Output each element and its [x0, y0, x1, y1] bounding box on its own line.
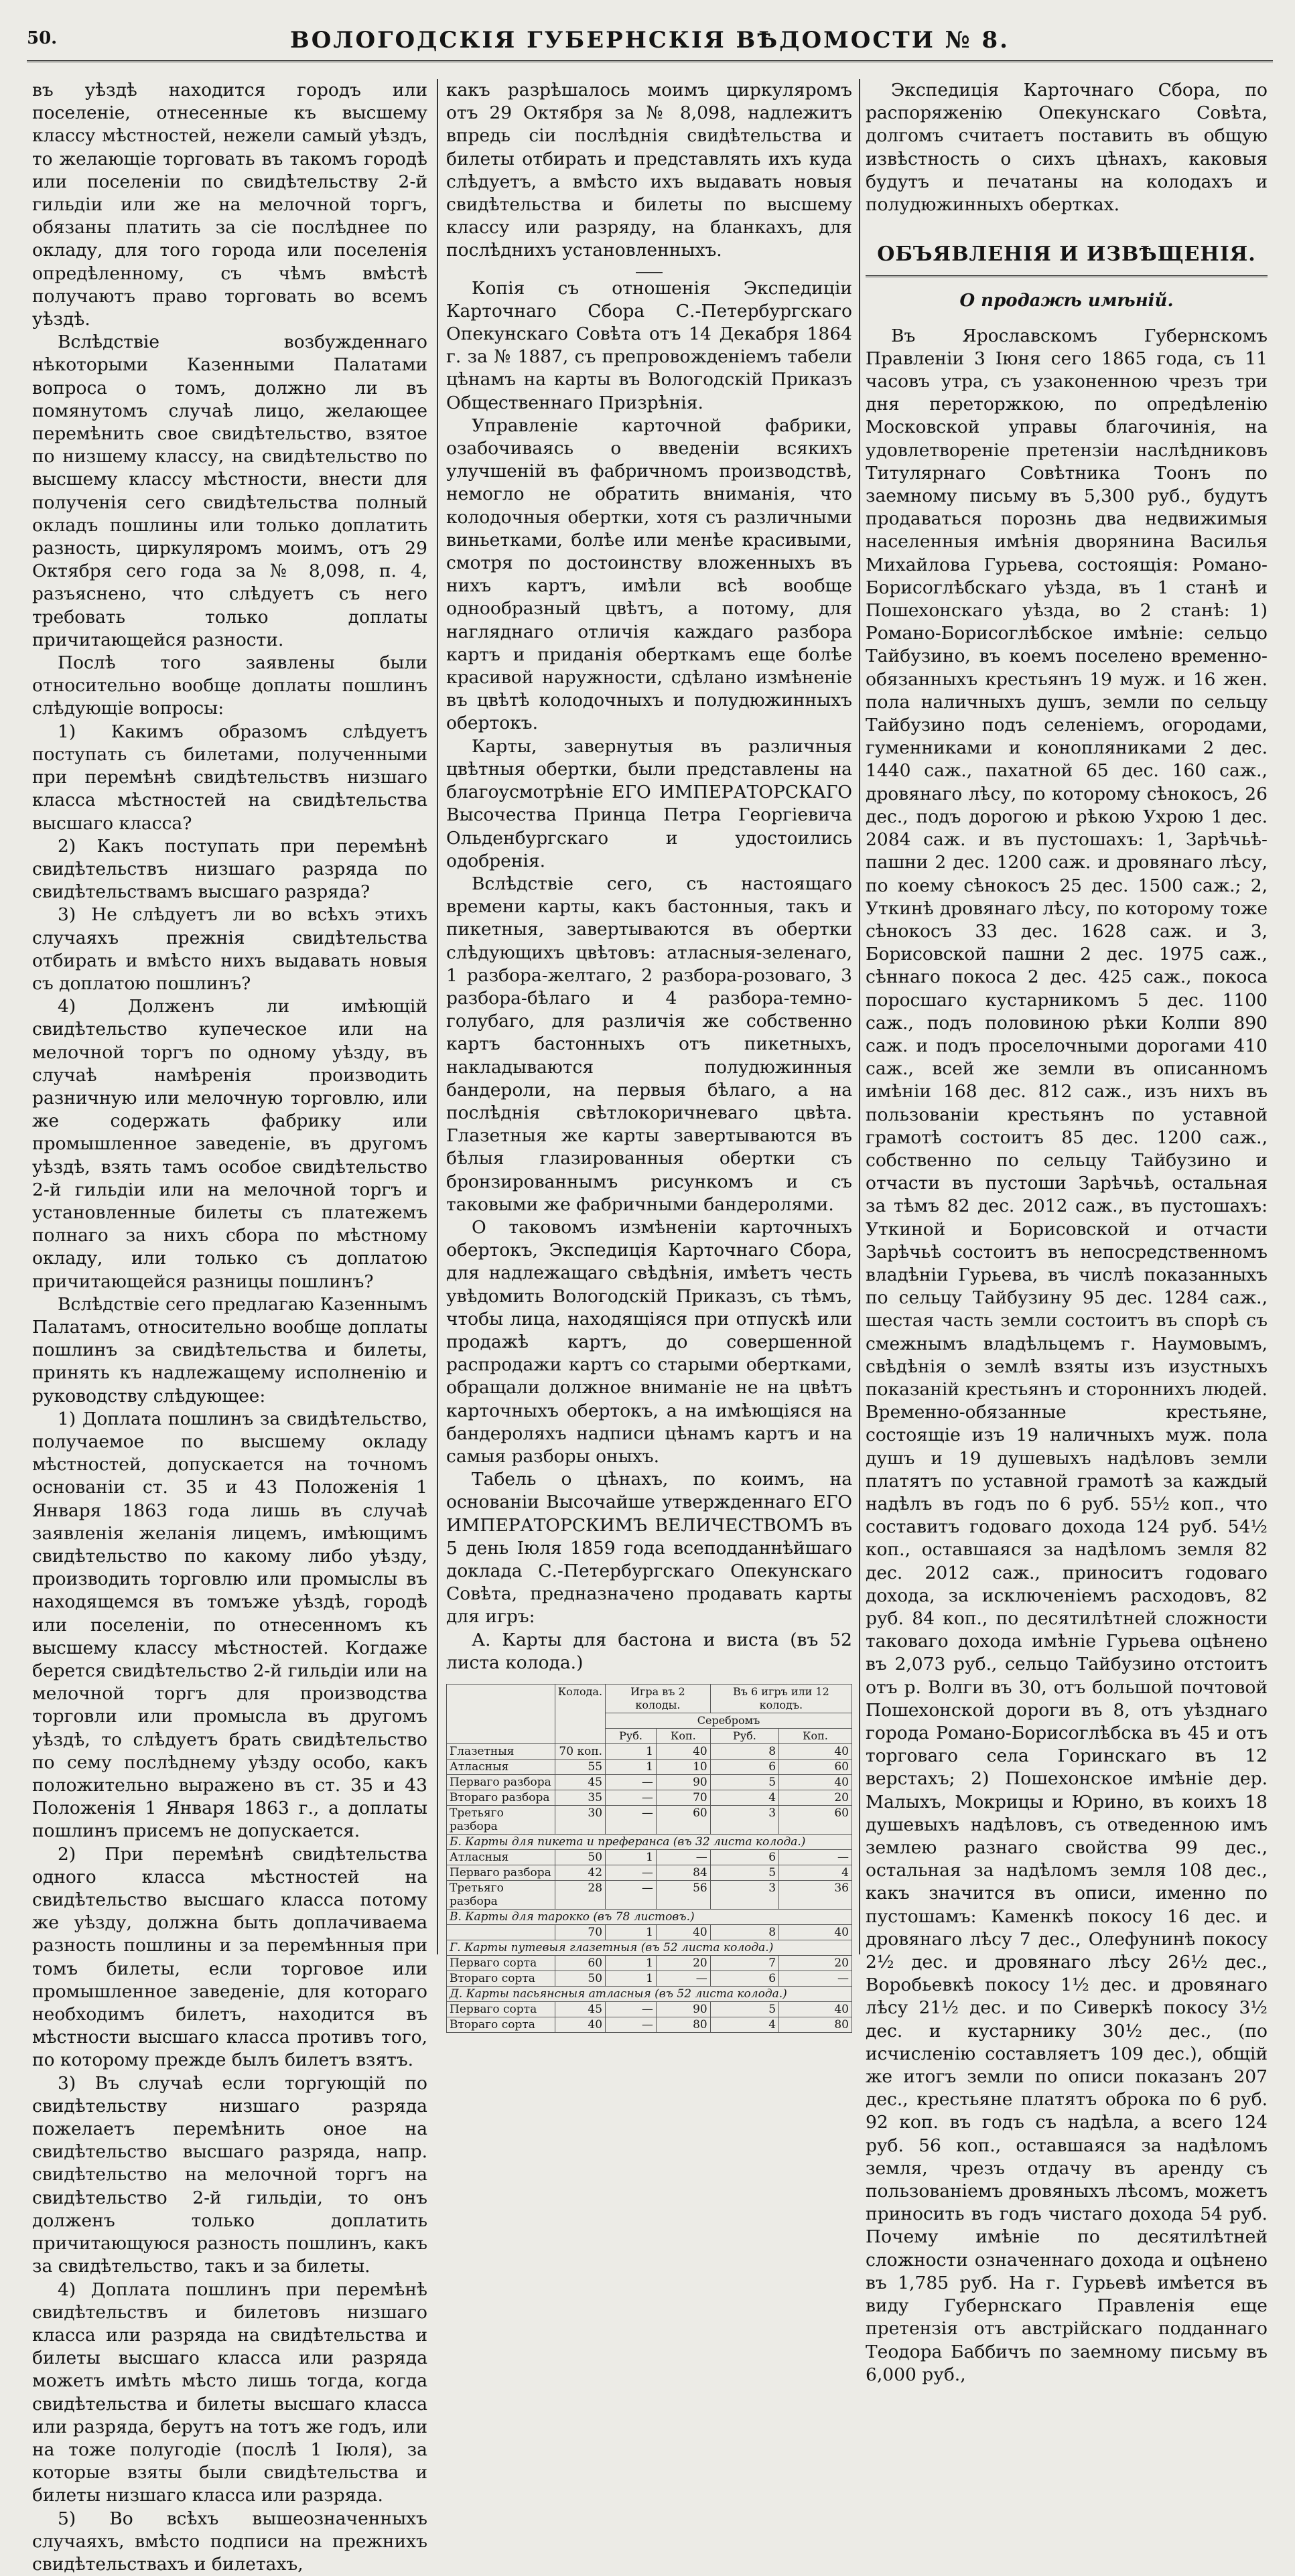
paragraph: Вслѣдствіе сего, съ настоящаго времени карты, какъ бастонныя, такъ и пикетныя, завертываются въ обертки слѣдующихъ цвѣтовъ: атласныя-зеленаго, 1 разбора-желтаго, 2 разбора-розоваго, 3 разбора-бѣлаго и 4 разбора-темно-голубаго, для различія же собственно картъ бастонныхъ отъ пикетныхъ, накладываются полудюжинныя бандероли, на первыя бѣлаго, а на послѣднія свѣтлокоричневаго цвѣта. Глазетныя же карты завертываются въ бѣлыя глазированныя обертки съ бронзированнымъ рисункомъ и съ таковыми же фабричными бандеролями. [446, 873, 852, 1215]
paragraph: Вслѣдствіе сего предлагаю Казеннымъ Палатамъ, относительно вообще доплаты пошлинъ за свидѣтельства и билеты, принять къ надлежащему исполненію и руководству слѣдующее: [32, 1293, 427, 1407]
column-1 [32, 79, 427, 2575]
table-caption: А. Карты для бастона и виста (въ 52 листа колода.) [446, 1629, 852, 1673]
table-row: Втораго сорта 40 — 80 4 80 [447, 2017, 852, 2033]
document-copy-header: Копія съ отношенія Экспедиціи Карточнаго Сбора С.-Петербургскаго Опекунскаго Совѣта отъ 14 Декабря 1864 г. за № 1887, съ препровожденіемъ табели цѣнамъ на карты въ Вологодскій Приказъ Общественнаго Призрѣнія. [446, 277, 852, 413]
table-row: Втораго сорта 50 1 — 6 — [447, 1971, 852, 1987]
paragraph: въ уѣздѣ находится городъ или поселеніе, отнесенные къ высшему классу мѣстностей, нежели самый уѣздъ, то желающіе торговать въ такомъ городѣ или поселеніи по свидѣтельству 2-й гильдіи или же на мелочной торгъ, обязаны платить за сіе послѣднее по окладу, для того города или поселенія опредѣленному, съ чѣмъ вмѣстѣ получаютъ право торговать во всемъ уѣздѣ. [32, 80, 427, 330]
table-row: 70 1 40 8 40 [447, 1925, 852, 1940]
table-row: Перваго разбора 42 — 84 5 4 [447, 1865, 852, 1881]
paragraph: Вслѣдствіе возбужденнаго нѣкоторыми Казенными Палатами вопроса о томъ, должно ли въ помянутомъ случаѣ лицо, желающее перемѣнить свое свидѣтельство, взятое по низшему классу, на свидѣтельство по высшему классу мѣстности, внести для полученія сего свидѣтельства полный окладъ пошлины или только доплатить разность, циркуляромъ моимъ, отъ 29 Октября сего года за № 8,098, п. 4, разъяснено, что слѣдуетъ съ него требовать только доплаты причитающейся разности. [32, 332, 427, 650]
column-3 [866, 79, 1268, 2385]
table-unit-header: Руб. [710, 1729, 778, 1744]
paragraph: 2) При перемѣнѣ свидѣтельства одного класса мѣстностей на свидѣтельство высшаго класса потому же уѣзду, должна быть доплачиваема разность пошлины и за перемѣнныя при томъ билеты, если торговое или промышленное заведеніе, для котораго необходимъ билетъ, находится въ мѣстности высшаго класса противъ того, по которому прежде былъ билетъ взятъ. [32, 1843, 427, 2071]
paragraph: Экспедиція Карточнаго Сбора, по распоряженію Опекунскаго Совѣта, долгомъ считаетъ поставить въ общую извѣстность о сихъ цѣнахъ, каковыя будутъ и печатаны на колодахъ и полудюжинныхъ обертках. [866, 80, 1268, 216]
table-row: Атласныя 50 1 — 6 — [447, 1850, 852, 1865]
section-rule [866, 275, 1268, 277]
column-divider [859, 79, 860, 1954]
table-group-title: В. Карты для тарокко (въ 78 листовъ.) [447, 1910, 852, 1925]
paragraph: 3) Не слѣдуетъ ли во всѣхъ этихъ случаяхъ прежнія свидѣтельства отбирать и вмѣсто нихъ выдавать новыя съ доплатою пошлинъ? [32, 904, 427, 994]
table-row: Перваго сорта 60 1 20 7 20 [447, 1956, 852, 1971]
table-header: Колода. [555, 1685, 605, 1744]
column-divider [437, 79, 438, 1954]
section-title: ОБЪЯВЛЕНІЯ И ИЗВѢЩЕНІЯ. [877, 242, 1256, 267]
table-unit-header: Коп. [779, 1729, 852, 1744]
column-2 [446, 79, 852, 2032]
table-group-title: Б. Карты для пикета и преферанса (въ 32 листа колода.) [447, 1835, 852, 1850]
table-header: Игра въ 2 колоды. [606, 1685, 711, 1713]
table-header: Въ 6 игръ или 12 колодъ. [710, 1685, 851, 1713]
paragraph: О таковомъ измѣненіи карточныхъ обертокъ, Экспедиція Карточнаго Сбора, для надлежащаго свѣдѣнія, имѣетъ честь увѣдомить Вологодскій Приказъ, съ тѣмъ, чтобы лица, находящіяся при отпускѣ или продажѣ картъ, до совершенной распродажи картъ со старыми обертками, обращали должное вниманіе не на цвѣтъ карточныхъ обертокъ, а на имѣющіяся на бандероляхъ надписи цѣнамъ картъ и на самыя разборы оныхъ. [446, 1216, 852, 1467]
paragraph: Послѣ того заявлены были относительно вообще доплаты пошлинъ слѣдующіе вопросы: [32, 652, 427, 719]
table-row: Третьяго разбора 30 — 60 3 60 [447, 1806, 852, 1835]
page-header [27, 20, 1273, 62]
paragraph: 1) Какимъ образомъ слѣдуетъ поступать съ билетами, полученными при перемѣнѣ свидѣтельствъ низшаго класса мѣстностей на свидѣтельства высшаго класса? [32, 721, 427, 834]
paragraph: 4) Доплата пошлинъ при перемѣнѣ свидѣтельствъ и билетовъ низшаго класса или разряда на свидѣтельства и билеты высшаго класса или разряда можетъ имѣть мѣсто лишь тогда, когда свидѣтельства и билеты высшаго класса или разряда, берутъ на тотъ же годъ, или на тоже полугодіе (послѣ 1 Іюля), за которые взяты были свидѣтельства и билеты низшаго класса или разряда. [32, 2279, 427, 2506]
table-row: Перваго сорта 45 — 90 5 40 [447, 2002, 852, 2017]
announcement-paragraph: Въ Ярославскомъ Губернскомъ Правленіи 3 Іюня сего 1865 года, съ 11 часовъ утра, съ узаконенною чрезъ три дня переторжкою, по опредѣленію Московской управы благочинія, на удовлетвореніе претензіи наслѣдниковъ Титулярнаго Совѣтника Тоонъ по заемному письму въ 5,300 руб., будутъ продаваться порознь два недвижимыя населенныя имѣнія дворянина Василья Михайлова Гурьева, состоящія: Романо-Борисоглѣбскаго уѣзда, въ 1 станѣ и Пошехонскаго уѣзда, во 2 станѣ: 1) Романо-Борисоглѣбское имѣніе: сельцо Тайбузино, въ коемъ поселено временно-обязанныхъ крестьянъ 19 муж. и 16 жен. пола наличныхъ душъ, земли по сельцу Тайбузино подъ селеніемъ, огородами, гуменниками и конопляниками 2 дес. 1440 саж., пахатной 65 дес. 160 саж., дровянаго лѣсу, по которому сѣнокосъ, 26 дес., подъ дорогою и рѣкою Ухрою 1 дес. 2084 саж. и въ пустошахъ: 1, Зарѣчьѣ-пашни 2 дес. 1200 саж. и дровянаго лѣсу, по коему сѣнокосъ 25 дес. 1500 саж.; 2, Уткинѣ дровянаго лѣсу, по которому тоже сѣнокосъ 33 дес. 1628 саж. и 3, Борисовской пашни 2 дес. 1975 саж., сѣннаго покоса 2 дес. 425 саж., покоса поросшаго кустарникомъ 5 дес. 1100 саж., подъ половиною рѣки Колпи 890 саж. и подъ проселочными дорогами 410 саж., всей же земли въ описанномъ имѣніи 168 дес. 812 саж., изъ нихъ въ пользованіи крестьянъ по уставной грамотѣ состоитъ 85 дес. 1200 саж., собственно по сельцу Тайбузино и отчасти въ пустоши Зарѣчьѣ, остальная за тѣмъ 82 дес. 2012 саж., въ пустошахъ: Уткиной и Борисовской и отчасти Зарѣчьѣ состоитъ въ непосредственномъ владѣніи Гурьева, въ числѣ показанныхъ по сельцу Тайбузину 95 дес. 1284 саж., шестая часть земли состоитъ въ спорѣ съ смежнымъ владѣльцемъ г. Наумовымъ, свѣдѣнія о землѣ взяты изъ изустныхъ показаній крестьянъ и стороннихъ людей. Временно-обязанные крестьяне, состоящіе изъ 19 наличныхъ муж. пола душъ и 19 душевыхъ надѣловъ земли платятъ по уставной грамотѣ за каждый надѣлъ въ годъ по 6 руб. 55½ коп., что составитъ годоваго дохода 124 руб. 54½ коп., оставшаяся за надѣломъ земля 82 дес. 2012 саж., приноситъ годоваго дохода, за исключеніемъ расходовъ, 82 руб. 84 коп., по десятилѣтней сложности таковаго дохода имѣніе Гурьева оцѣнено въ 2,073 руб., сельцо Тайбузино отстоитъ отъ р. Волги въ 30, отъ большой почтовой Пошехонской дороги въ 8, отъ уѣзднаго города Романо-Борисоглѣбска въ 45 и отъ торговаго села Горинскаго въ 12 верстахъ; 2) Пошехонское имѣніе дер. Малыхъ, Мокрицы и Юрино, въ коихъ 18 душевыхъ надѣловъ, съ отведенною имъ землею разнаго свойства 99 дес., остальная за надѣломъ земля 108 дес., какъ значится въ описи, именно по пустошамъ: Каменкѣ покосу 16 дес. и дровянаго лѣсу 7 дес., Олефунинѣ покосу 2½ дес. и дровянаго лѣсу 26½ дес., Воробьевкѣ покосу 1½ дес. и дровянаго лѣсу 21½ дес. и по Сиверкѣ покосу 3½ дес. и кустарнику 30½ дес., (по исчисленію составляетъ 109 дес.), общій же итогъ земли по описи показанъ 207 дес., крестьяне платятъ оброка по 6 руб. 92 коп. въ годъ съ надѣла, а всего 124 руб. 56 коп., оставшаяся за надѣломъ земля, чрезъ отдачу въ аренду съ пользованіемъ дровяныхъ лѣсомъ, можетъ приносить въ годъ чистаго дохода 54 руб. Почему имѣніе по десятилѣтней сложности означеннаго дохода и оцѣнено въ 1,785 руб. На г. Гурьевѣ имѣется въ виду Губернскаго Правленія еще претензія отъ австрійскаго подданнаго Теодора Баббичъ по заемному письму въ 6,000 руб., [866, 325, 1268, 2385]
paragraph: Карты, завернутыя въ различныя цвѣтныя обертки, были представлены на благоусмотрѣніе ЕГО ИМПЕРАТОРСКАГО Высочества Принца Петра Георгіевича Ольденбургскаго и удостоились одобренія. [446, 735, 852, 871]
paragraph: 4) Долженъ ли имѣющій свидѣтельство купеческое или на мелочной торгъ по одному уѣзду, въ случаѣ намѣренія производить разничную или мелочную торговлю, или же содержать фабрику или промышленное заведеніе, въ другомъ уѣздѣ, взять тамъ особое свидѣтельство 2-й гильдіи или на мелочной торгъ и установленные билеты съ платежемъ полнаго за нихъ сбора по мѣстному окладу, или только съ доплатою причитающейся разницы пошлинъ? [32, 996, 427, 1292]
table-row: Глазетныя 70 коп. 1 40 8 40 [447, 1744, 852, 1760]
table-unit-header: Руб. [606, 1729, 657, 1744]
table-header [447, 1685, 555, 1744]
table-row: Перваго разбора 45 — 90 5 40 [447, 1775, 852, 1790]
table-row: Третьяго разбора 28 — 56 3 36 [447, 1881, 852, 1910]
paragraph: 5) Во всѣхъ вышеозначенныхъ случаяхъ, вмѣсто подписи на прежнихъ свидѣтельствахъ и билетахъ, [32, 2508, 427, 2575]
masthead-title: ВОЛОГОДСКІЯ ГУБЕРНСКІЯ ВѢДОМОСТИ № 8. [290, 27, 1010, 54]
page-number: 50. [27, 28, 58, 48]
paragraph: Табель о цѣнахъ, по коимъ, на основаніи Высочайше утвержденнаго ЕГО ИМПЕРАТОРСКИМЪ ВЕЛИЧЕСТВОМЪ въ 5 день Іюля 1859 года всеподданнѣйшаго доклада С.-Петербургскаго Опекунскаго Совѣта, предназначено продавать карты для игръ: [446, 1469, 852, 1628]
paragraph: какъ разрѣшалось моимъ циркуляромъ отъ 29 Октября за № 8,098, надлежитъ впредь сіи послѣднія свидѣтельства и билеты отбирать и представлять ихъ куда слѣдуетъ, а вмѣсто ихъ выдавать новыя свидѣтельства и билеты по высшему классу или разряду, на бланкахъ, для послѣднихъ установленныхъ. [446, 80, 852, 261]
paragraph: 1) Доплата пошлинъ за свидѣтельство, получаемое по высшему окладу мѣстностей, допускается на точномъ основаніи ст. 35 и 43 Положенія 1 Января 1863 года лишь въ случаѣ заявленія желанія лицемъ, имѣющимъ свидѣтельство по какому либо уѣзду, производить торговлю или промыслы въ находящемся въ томъже уѣздѣ, городѣ или поселеніи, по отнесенномъ къ высшему классу мѣстностей. Когдаже берется свидѣтельство 2-й гильдіи или на мелочной торгъ для производства торговли или промысла въ другомъ уѣздѣ, то слѣдуетъ брать свидѣтельство по сему послѣднему уѣзду особо, какъ положительно выражено въ ст. 35 и 43 Положенія 1 Января 1863 г., а доплаты пошлинъ присемъ не допускается. [32, 1408, 427, 1842]
paragraph: 2) Какъ поступать при перемѣнѣ свидѣтельствъ низшаго разряда по свидѣтельствамъ высшаго разряда? [32, 835, 427, 903]
paragraph: 3) Въ случаѣ если торгующій по свидѣтельству низшаго разряда пожелаетъ перемѣнить оное на свидѣтельство высшаго разряда, напр. свидѣтельство на мелочной торгъ на свидѣтельство 2-й гильдіи, то онъ долженъ только доплатить причитающуюся разность пошлинъ, какъ за свидѣтельство, такъ и за билеты. [32, 2072, 427, 2277]
table-subheader: Серебромъ [606, 1713, 852, 1729]
table-unit-header: Коп. [656, 1729, 710, 1744]
table-group-title: Г. Карты путевыя глазетныя (въ 52 листа колода.) [447, 1940, 852, 1956]
subsection-title: О продажѣ имѣній. [959, 291, 1174, 311]
separator-rule [636, 272, 663, 273]
price-table [446, 1684, 852, 2033]
paragraph: Управленіе карточной фабрики, озабочиваясь о введеніи всякихъ улучшеній въ фабричномъ производствѣ, немогло не обратить вниманія, что колодочныя обертки, хотя съ различными виньетками, болѣе или менѣе красивыми, смотря по достоинству вложенныхъ въ нихъ картъ, имѣли всѣ вообще однообразный цвѣтъ, а потому, для нагляднаго отличія каждаго разбора картъ и приданія оберткамъ еще болѣе красивой наружности, сдѣлано измѣненіе въ цвѣтѣ колодочныхъ и полудюжинныхъ обертокъ. [446, 415, 852, 734]
table-row: Атласныя 55 1 10 6 60 [447, 1760, 852, 1775]
table-row: Втораго разбора 35 — 70 4 20 [447, 1790, 852, 1806]
table-group-title: Д. Карты пасьянсныя атласныя (въ 52 листа колода.) [447, 1987, 852, 2002]
